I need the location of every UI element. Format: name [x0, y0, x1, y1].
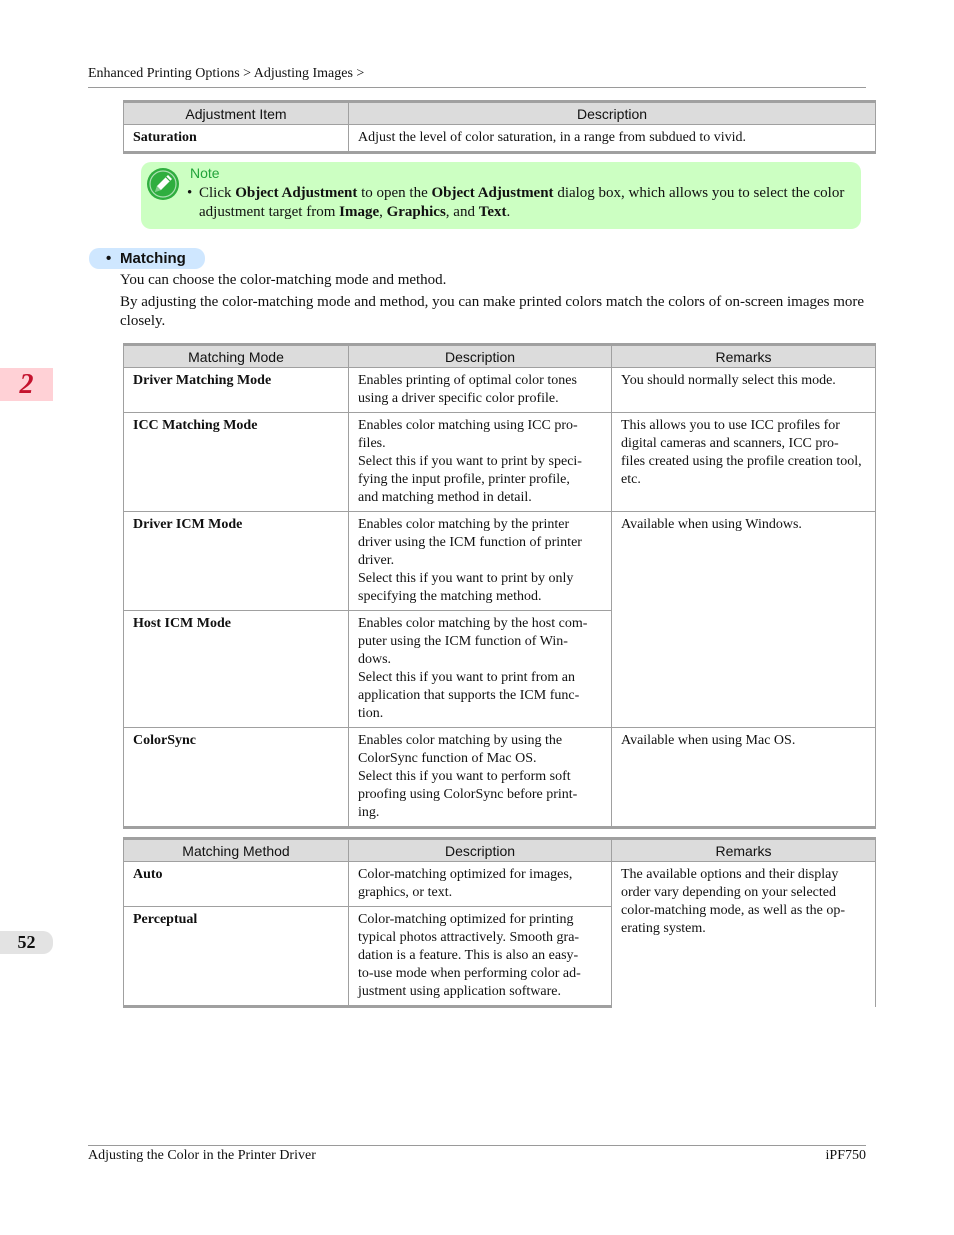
description-cell: Enables color matching by using the ColorSync function of Mac OS. Select this if you want to perform soft proofing using ColorSync before print- ing.: [349, 728, 612, 828]
header-description: Description: [349, 839, 612, 862]
note-bullet: •: [187, 185, 193, 201]
section-heading-matching: [89, 248, 205, 269]
section-paragraph-1: You can choose the color-matching mode and method.: [120, 272, 447, 288]
method-cell: Auto: [124, 862, 349, 907]
remarks-cell: Available when using Windows.: [612, 512, 876, 728]
description-cell: Enables color matching by the printer driver using the ICM function of printer driver. Select this if you want to print by only specifying the matching method.: [349, 512, 612, 611]
description-cell: Enables color matching by the host com- puter using the ICM function of Win- dows. Select this if you want to print from an application that supports the ICM func- tion.: [349, 611, 612, 728]
description-cell: Enables printing of optimal color tones using a driver specific color profile.: [349, 368, 612, 413]
chapter-number: 2: [19, 369, 34, 400]
header-matching-mode: Matching Mode: [124, 345, 349, 368]
table-row: [124, 125, 876, 153]
method-cell: Perceptual: [124, 907, 349, 1007]
header-matching-method: Matching Method: [124, 839, 349, 862]
remarks-cell: Available when using Mac OS.: [612, 728, 876, 828]
table-row: [124, 862, 876, 907]
footer-rule: [88, 1145, 866, 1146]
table-row: [124, 413, 876, 512]
section-title: Matching: [120, 250, 186, 267]
page-number: 52: [17, 932, 36, 952]
pencil-icon: [146, 167, 180, 201]
header-remarks: Remarks: [612, 345, 876, 368]
section-paragraph-2: By adjusting the color-matching mode and method, you can make printed colors match the colors of on-screen images more closely.: [120, 294, 865, 329]
mode-cell: ColorSync: [124, 728, 349, 828]
table-row: [124, 512, 876, 611]
table-row: [124, 368, 876, 413]
mode-cell: Driver Matching Mode: [124, 368, 349, 413]
remarks-cell: You should normally select this mode.: [612, 368, 876, 413]
remarks-cell: The available options and their display order vary depending on your selected color-matching mode, as well as the op- erating system.: [612, 862, 876, 1007]
mode-cell: ICC Matching Mode: [124, 413, 349, 512]
header-description: Description: [349, 345, 612, 368]
section-bullet: •: [106, 250, 112, 267]
description-cell: Enables color matching using ICC pro- files. Select this if you want to print by speci- fying the input profile, printer profile, and matching method in detail.: [349, 413, 612, 512]
footer-model: iPF750: [825, 1148, 866, 1163]
note-text: • Click Object Adjustment to open the Object Adjustment dialog box, which allows you to select the color adjustment target from Image, Graphics, and Text.: [187, 185, 845, 220]
description-cell: Color-matching optimized for printing typical photos attractively. Smooth gra- dation is a feature. This is also an easy- to-use mode when performing color ad- justment using application software.: [349, 907, 612, 1007]
header-description: Description: [349, 102, 876, 125]
adjustment-item-cell: Saturation: [124, 125, 349, 153]
breadcrumb: Enhanced Printing Options > Adjusting Images >: [88, 66, 365, 81]
header-rule: [88, 87, 866, 88]
matching-mode-table: [123, 343, 876, 829]
header-adjustment-item: Adjustment Item: [124, 102, 349, 125]
adjustment-table: [123, 100, 876, 154]
mode-cell: Host ICM Mode: [124, 611, 349, 728]
remarks-cell: This allows you to use ICC profiles for digital cameras and scanners, ICC pro- files created using the profile creation tool, etc.: [612, 413, 876, 512]
note-label: Note: [190, 165, 220, 181]
description-cell: Adjust the level of color saturation, in a range from subdued to vivid.: [349, 125, 876, 153]
description-cell: Color-matching optimized for images, graphics, or text.: [349, 862, 612, 907]
mode-cell: Driver ICM Mode: [124, 512, 349, 611]
table-row: [124, 728, 876, 828]
matching-method-table: [123, 837, 876, 1008]
footer-title: Adjusting the Color in the Printer Driver: [88, 1148, 316, 1163]
header-remarks: Remarks: [612, 839, 876, 862]
